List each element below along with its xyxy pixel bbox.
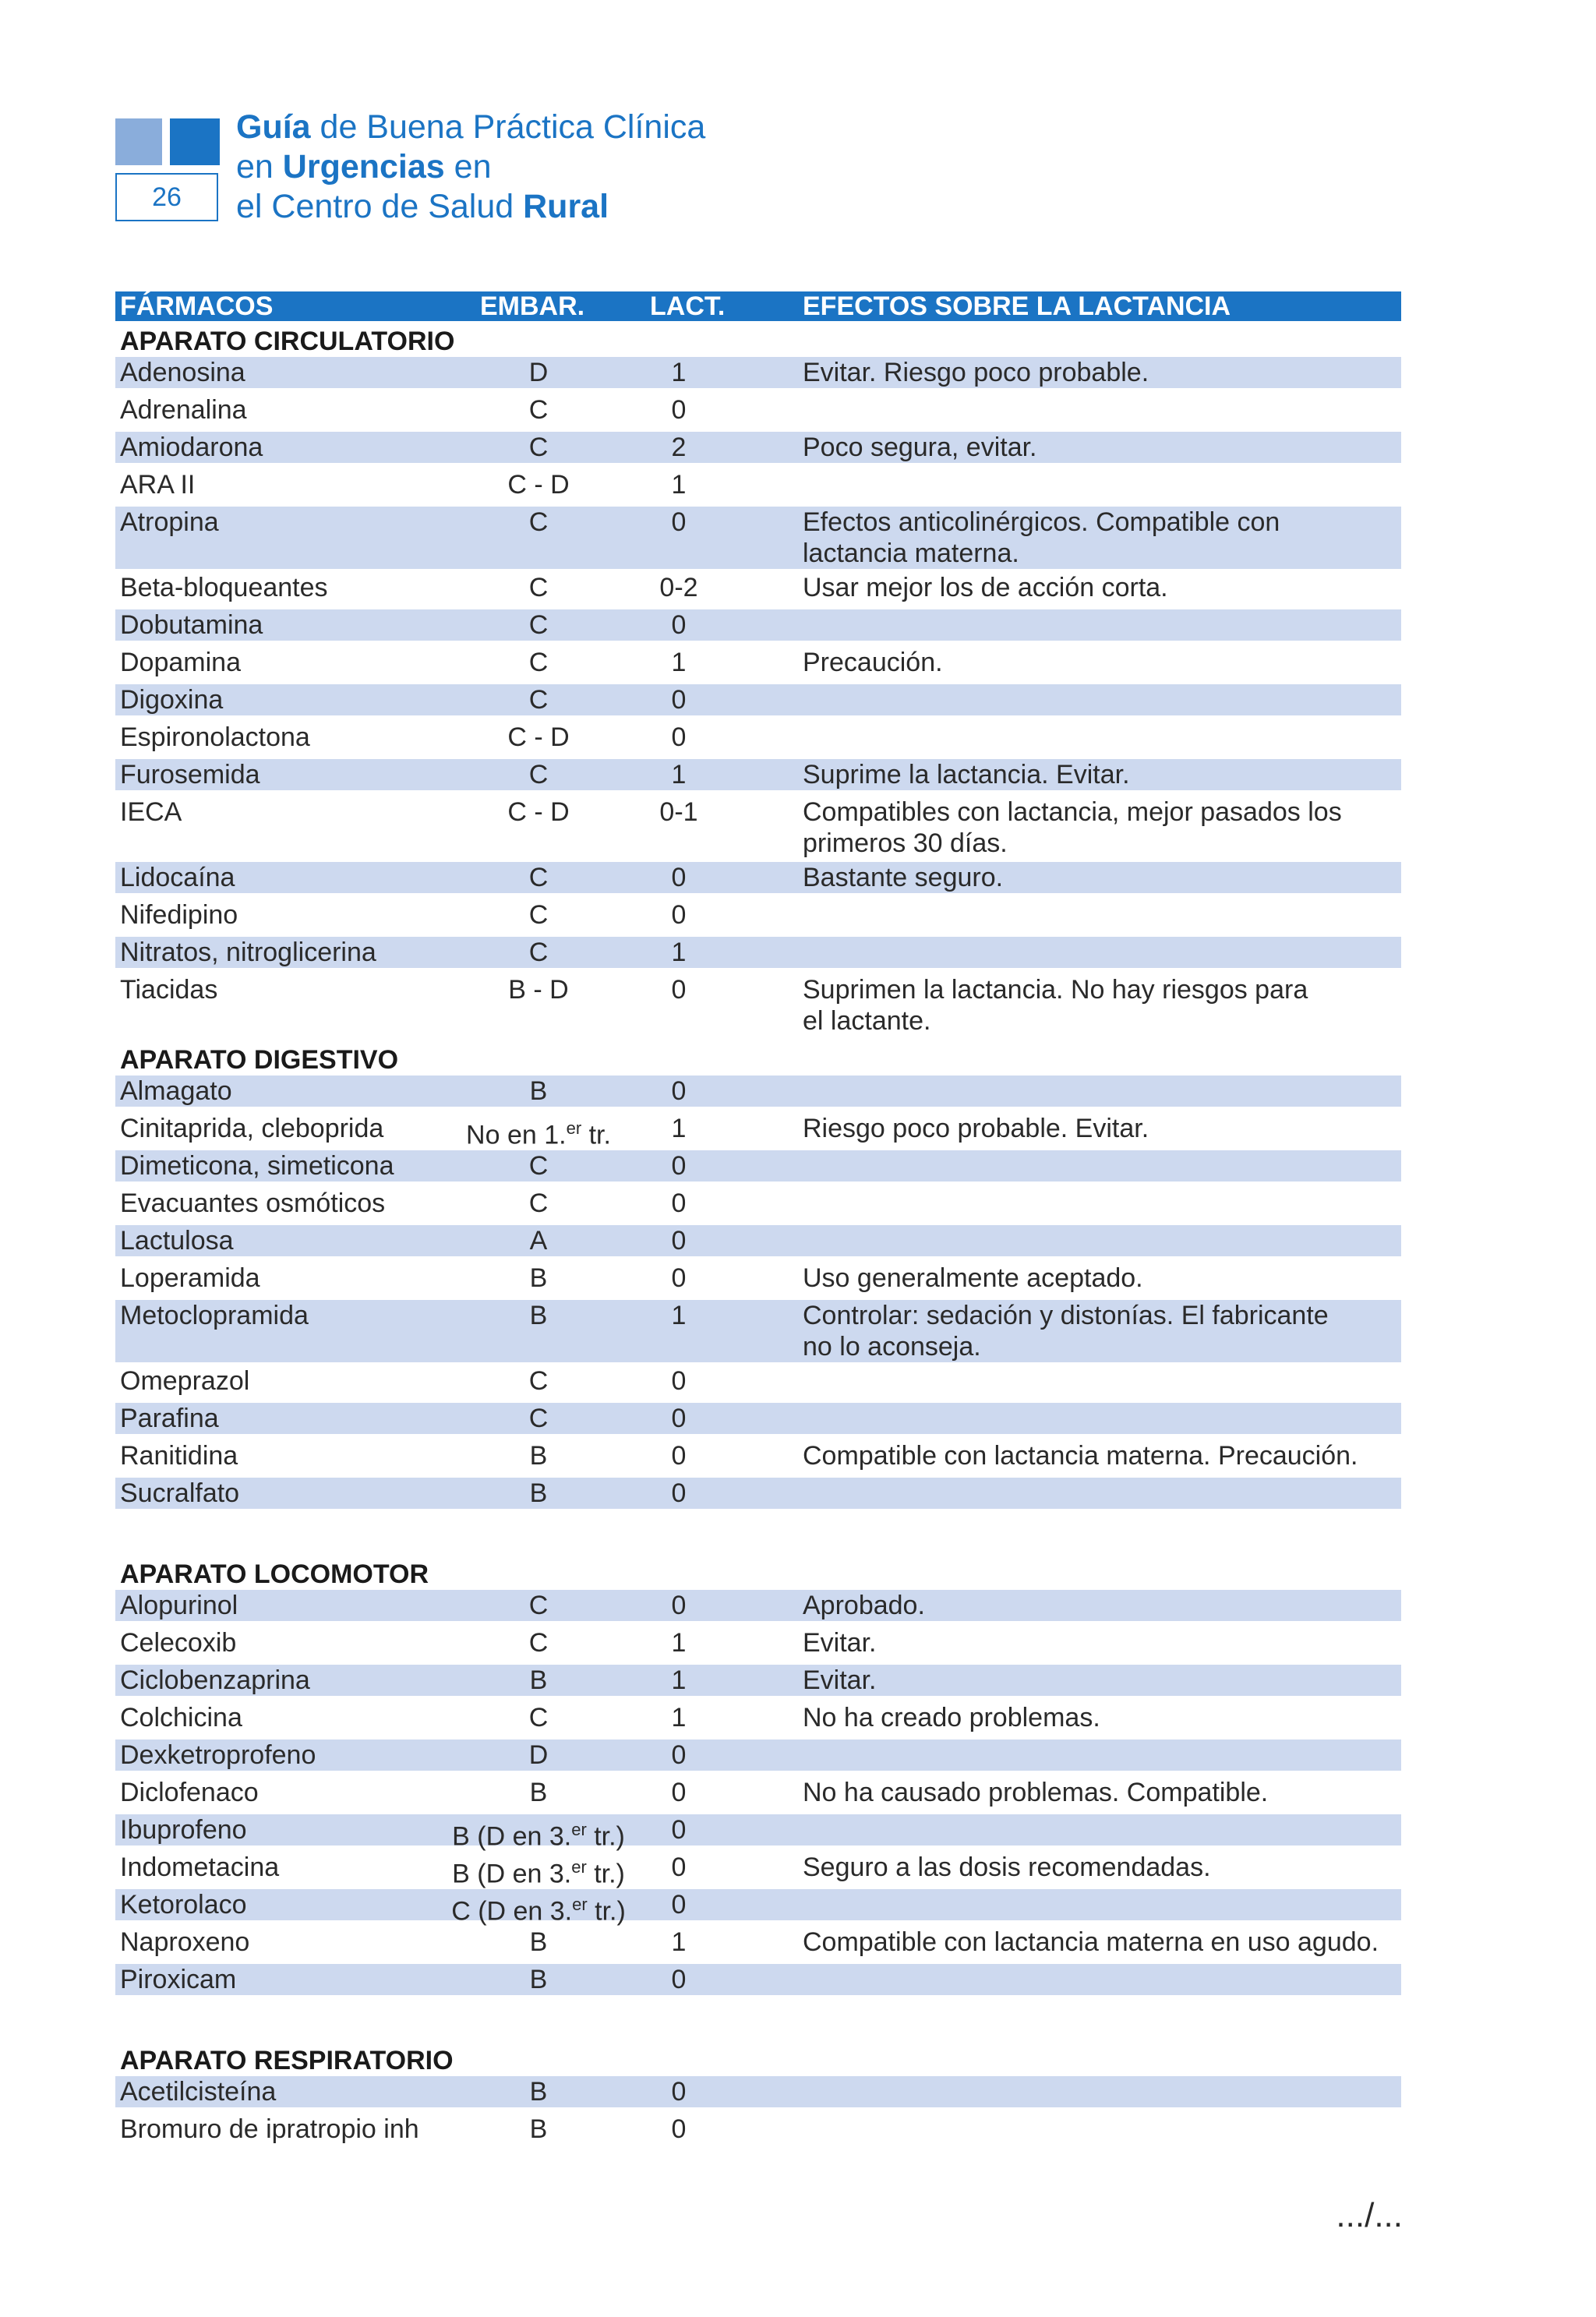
lactancia-level: 0 xyxy=(671,1965,687,1994)
embarazo-category: C xyxy=(528,1189,549,1218)
drug-name: Cinitaprida, cleboprida xyxy=(120,1114,384,1143)
drug-name: Adenosina xyxy=(120,358,245,387)
table-row xyxy=(115,1814,1401,1852)
table-row xyxy=(115,647,1401,678)
lactancia-level: 1 xyxy=(671,1927,687,1957)
lactancia-level: 2 xyxy=(671,433,687,462)
lactancia-level: 0 xyxy=(671,722,687,752)
table-header-row xyxy=(115,291,1401,321)
embarazo-category: C - D xyxy=(507,722,570,752)
table-row xyxy=(115,469,1401,500)
lactancia-level: 0 xyxy=(671,685,687,715)
drug-name: Ketorolaco xyxy=(120,1890,247,1920)
lactancia-level: 1 xyxy=(671,1665,687,1695)
embarazo-category: B (D en 3.$^{er}$ tr.) xyxy=(452,1857,625,1889)
ordinal-superscript: er xyxy=(566,1118,582,1138)
lactancia-level: 0 xyxy=(671,1189,687,1218)
section-header xyxy=(115,1515,1401,1590)
drug-name: Sucralfato xyxy=(120,1478,240,1508)
table-row xyxy=(115,1590,1401,1621)
table-row xyxy=(115,899,1401,931)
table-row xyxy=(115,1964,1401,1995)
lactancia-effects: Usar mejor los de acción corta. xyxy=(803,573,1168,602)
page-title xyxy=(236,108,705,227)
drug-table xyxy=(115,291,1401,2151)
embarazo-category: C xyxy=(528,507,549,537)
lactancia-level: 0 xyxy=(671,610,687,640)
lactancia-level: 0 xyxy=(671,1226,687,1256)
lactancia-level: 0 xyxy=(671,2114,687,2144)
drug-name: Indometacina xyxy=(120,1853,280,1882)
drug-name: Metoclopramida xyxy=(120,1301,309,1330)
embarazo-category: C (D en 3.$^{er}$ tr.) xyxy=(451,1895,626,1927)
lactancia-level: 1 xyxy=(671,470,687,500)
table-row xyxy=(115,1075,1401,1107)
lactancia-effects: Compatible con lactancia materna en uso agudo. xyxy=(803,1927,1379,1957)
embarazo-category: C - D xyxy=(507,470,570,500)
embarazo-category: B xyxy=(529,2077,548,2107)
lactancia-effects: No ha creado problemas. xyxy=(803,1703,1100,1732)
embarazo-category: C xyxy=(528,863,549,892)
embarazo-category: B xyxy=(529,1478,548,1508)
continuation-mark: .../... xyxy=(1336,2196,1403,2234)
column-header-efectos: EFECTOS SOBRE LA LACTANCIA xyxy=(803,291,1231,321)
drug-name: Dopamina xyxy=(120,648,241,677)
drug-name: Acetilcisteína xyxy=(120,2077,277,2107)
table-row xyxy=(115,1263,1401,1294)
embarazo-category: B (D en 3.$^{er}$ tr.) xyxy=(452,1820,625,1852)
embarazo-category: B xyxy=(529,1301,548,1330)
lactancia-level: 1 xyxy=(671,938,687,967)
table-row xyxy=(115,1440,1401,1471)
embarazo-category: C - D xyxy=(507,797,570,827)
embarazo-category: C xyxy=(528,1366,549,1396)
drug-name: Ibuprofeno xyxy=(120,1815,247,1845)
table-row xyxy=(115,1300,1401,1362)
drug-name: Amiodarona xyxy=(120,433,263,462)
ordinal-superscript: er xyxy=(572,1895,588,1914)
lactancia-level: 0 xyxy=(671,1853,687,1882)
lactancia-effects: Poco segura, evitar. xyxy=(803,433,1037,462)
drug-name: Bromuro de ipratropio inh xyxy=(120,2114,419,2144)
table-row xyxy=(115,2114,1401,2145)
drug-name: Nitratos, nitroglicerina xyxy=(120,938,376,967)
embarazo-category: C xyxy=(528,1703,549,1732)
table-row xyxy=(115,1852,1401,1889)
table-row xyxy=(115,862,1401,893)
title-line-1: Guía de Buena Práctica Clínica xyxy=(236,108,706,146)
section-header xyxy=(115,1040,1401,1075)
column-header-embar: EMBAR. xyxy=(480,291,585,321)
embarazo-category: A xyxy=(529,1226,548,1256)
lactancia-level: 0 xyxy=(671,1151,687,1181)
drug-name: Celecoxib xyxy=(120,1628,237,1658)
lactancia-effects: Seguro a las dosis recomendadas. xyxy=(803,1853,1211,1882)
table-row xyxy=(115,796,1401,859)
table-row xyxy=(115,1777,1401,1808)
lactancia-level: 0 xyxy=(671,1890,687,1920)
drug-name: Ranitidina xyxy=(120,1441,238,1471)
table-row xyxy=(115,1927,1401,1958)
lactancia-level: 1 xyxy=(671,358,687,387)
embarazo-category: No en 1.$^{er}$ tr. xyxy=(466,1118,611,1150)
section-title: APARATO LOCOMOTOR xyxy=(120,1559,429,1589)
drug-name: Evacuantes osmóticos xyxy=(120,1189,386,1218)
table-row xyxy=(115,357,1401,388)
drug-name: Loperamida xyxy=(120,1263,260,1293)
drug-name: Dimeticona, simeticona xyxy=(120,1151,394,1181)
drug-name: Ciclobenzaprina xyxy=(120,1665,310,1695)
ordinal-superscript: er xyxy=(571,1857,587,1877)
lactancia-effects: Suprime la lactancia. Evitar. xyxy=(803,760,1130,789)
drug-name: Nifedipino xyxy=(120,900,238,930)
lactancia-level: 1 xyxy=(671,648,687,677)
column-header-lact: LACT. xyxy=(650,291,726,321)
lactancia-level: 0 xyxy=(671,1591,687,1620)
lactancia-level: 0 xyxy=(671,1815,687,1845)
ordinal-superscript: er xyxy=(571,1820,587,1839)
table-row xyxy=(115,974,1401,1037)
table-row xyxy=(115,609,1401,641)
lactancia-effects: No ha causado problemas. Compatible. xyxy=(803,1778,1269,1807)
drug-name: Naproxeno xyxy=(120,1927,250,1957)
drug-name: Piroxicam xyxy=(120,1965,237,1994)
embarazo-category: C xyxy=(528,1628,549,1658)
lactancia-level: 0 xyxy=(671,1441,687,1471)
lactancia-level: 0 xyxy=(671,1740,687,1770)
lactancia-level: 0 xyxy=(671,900,687,930)
drug-name: Digoxina xyxy=(120,685,224,715)
drug-name: Furosemida xyxy=(120,760,260,789)
drug-name: Adrenalina xyxy=(120,395,247,425)
embarazo-category: B xyxy=(529,1927,548,1957)
lactancia-level: 0 xyxy=(671,2077,687,2107)
lactancia-level: 0 xyxy=(671,395,687,425)
drug-name: Colchicina xyxy=(120,1703,242,1732)
embarazo-category: C xyxy=(528,433,549,462)
lactancia-effects: Controlar: sedación y distonías. El fabricante no lo aconseja. xyxy=(803,1301,1329,1362)
section-header xyxy=(115,2001,1401,2076)
section-title: APARATO RESPIRATORIO xyxy=(120,2046,454,2075)
drug-name: Parafina xyxy=(120,1404,219,1433)
title-line-3: el Centro de Salud Rural xyxy=(236,188,609,225)
title-line-2: en Urgencias en xyxy=(236,148,492,185)
table-row xyxy=(115,1365,1401,1397)
table-row xyxy=(115,937,1401,968)
table-row xyxy=(115,1150,1401,1181)
section-header xyxy=(115,321,1401,357)
lactancia-effects: Compatibles con lactancia, mejor pasados los primeros 30 días. xyxy=(803,797,1342,858)
lactancia-effects: Uso generalmente aceptado. xyxy=(803,1263,1143,1293)
lactancia-effects: Evitar. xyxy=(803,1628,877,1658)
lactancia-level: 0 xyxy=(671,863,687,892)
lactancia-level: 1 xyxy=(671,760,687,789)
table-row xyxy=(115,1627,1401,1658)
embarazo-category: C xyxy=(528,573,549,602)
embarazo-category: C xyxy=(528,1151,549,1181)
table-row xyxy=(115,2076,1401,2107)
lactancia-effects: Compatible con lactancia materna. Precaución. xyxy=(803,1441,1358,1471)
lactancia-effects: Bastante seguro. xyxy=(803,863,1004,892)
lactancia-level: 0 xyxy=(671,1404,687,1433)
table-row xyxy=(115,759,1401,790)
drug-name: Dobutamina xyxy=(120,610,263,640)
embarazo-category: B xyxy=(529,1778,548,1807)
embarazo-category: C xyxy=(528,1404,549,1433)
lactancia-effects: Efectos anticolinérgicos. Compatible con lactancia materna. xyxy=(803,507,1280,568)
drug-name: Espironolactona xyxy=(120,722,310,752)
table-row xyxy=(115,1740,1401,1771)
embarazo-category: B xyxy=(529,1965,548,1994)
drug-name: Tiacidas xyxy=(120,975,218,1005)
drug-name: Almagato xyxy=(120,1076,232,1106)
lactancia-effects: Precaución. xyxy=(803,648,943,677)
lactancia-effects: Evitar. xyxy=(803,1665,877,1695)
header-square-light xyxy=(115,118,162,165)
table-row xyxy=(115,1665,1401,1696)
embarazo-category: C xyxy=(528,1591,549,1620)
table-row xyxy=(115,432,1401,463)
embarazo-category: C xyxy=(528,760,549,789)
lactancia-level: 1 xyxy=(671,1703,687,1732)
section-title: APARATO DIGESTIVO xyxy=(120,1045,399,1075)
lactancia-effects: Evitar. Riesgo poco probable. xyxy=(803,358,1149,387)
lactancia-effects: Suprimen la lactancia. No hay riesgos para el lactante. xyxy=(803,975,1308,1036)
drug-name: Dexketroprofeno xyxy=(120,1740,316,1770)
table-row xyxy=(115,1188,1401,1219)
drug-name: Beta-bloqueantes xyxy=(120,573,328,602)
table-row xyxy=(115,722,1401,753)
embarazo-category: C xyxy=(528,395,549,425)
lactancia-effects: Aprobado. xyxy=(803,1591,925,1620)
lactancia-effects: Riesgo poco probable. Evitar. xyxy=(803,1114,1149,1143)
table-row xyxy=(115,572,1401,603)
lactancia-level: 0 xyxy=(671,1478,687,1508)
embarazo-category: C xyxy=(528,610,549,640)
embarazo-category: C xyxy=(528,938,549,967)
lactancia-level: 0-1 xyxy=(659,797,698,827)
embarazo-category: B xyxy=(529,1076,548,1106)
embarazo-category: D xyxy=(528,358,549,387)
drug-name: IECA xyxy=(120,797,182,827)
drug-name: Diclofenaco xyxy=(120,1778,259,1807)
drug-name: Omeprazol xyxy=(120,1366,250,1396)
lactancia-level: 1 xyxy=(671,1114,687,1143)
drug-name: Atropina xyxy=(120,507,219,537)
embarazo-category: D xyxy=(528,1740,549,1770)
table-row xyxy=(115,507,1401,569)
embarazo-category: C xyxy=(528,900,549,930)
lactancia-level: 0-2 xyxy=(659,573,698,602)
lactancia-level: 1 xyxy=(671,1301,687,1330)
embarazo-category: B - D xyxy=(508,975,569,1005)
table-row xyxy=(115,1113,1401,1150)
table-row xyxy=(115,1403,1401,1434)
lactancia-level: 0 xyxy=(671,1778,687,1807)
embarazo-category: C xyxy=(528,685,549,715)
table-row xyxy=(115,684,1401,715)
lactancia-level: 0 xyxy=(671,1263,687,1293)
section-title: APARATO CIRCULATORIO xyxy=(120,327,455,356)
embarazo-category: B xyxy=(529,1263,548,1293)
table-row xyxy=(115,1702,1401,1733)
table-row xyxy=(115,1225,1401,1256)
page-number: 26 xyxy=(115,173,218,221)
table-row xyxy=(115,1889,1401,1927)
drug-name: ARA II xyxy=(120,470,196,500)
drug-name: Lidocaína xyxy=(120,863,235,892)
table-row xyxy=(115,1478,1401,1509)
column-header-farmacos: FÁRMACOS xyxy=(120,291,274,321)
lactancia-level: 0 xyxy=(671,1366,687,1396)
lactancia-level: 0 xyxy=(671,507,687,537)
drug-name: Lactulosa xyxy=(120,1226,234,1256)
drug-name: Alopurinol xyxy=(120,1591,238,1620)
table-row xyxy=(115,394,1401,426)
lactancia-level: 1 xyxy=(671,1628,687,1658)
header-square-dark xyxy=(170,118,220,165)
embarazo-category: B xyxy=(529,2114,548,2144)
embarazo-category: C xyxy=(528,648,549,677)
lactancia-level: 0 xyxy=(671,1076,687,1106)
embarazo-category: B xyxy=(529,1441,548,1471)
lactancia-level: 0 xyxy=(671,975,687,1005)
embarazo-category: B xyxy=(529,1665,548,1695)
